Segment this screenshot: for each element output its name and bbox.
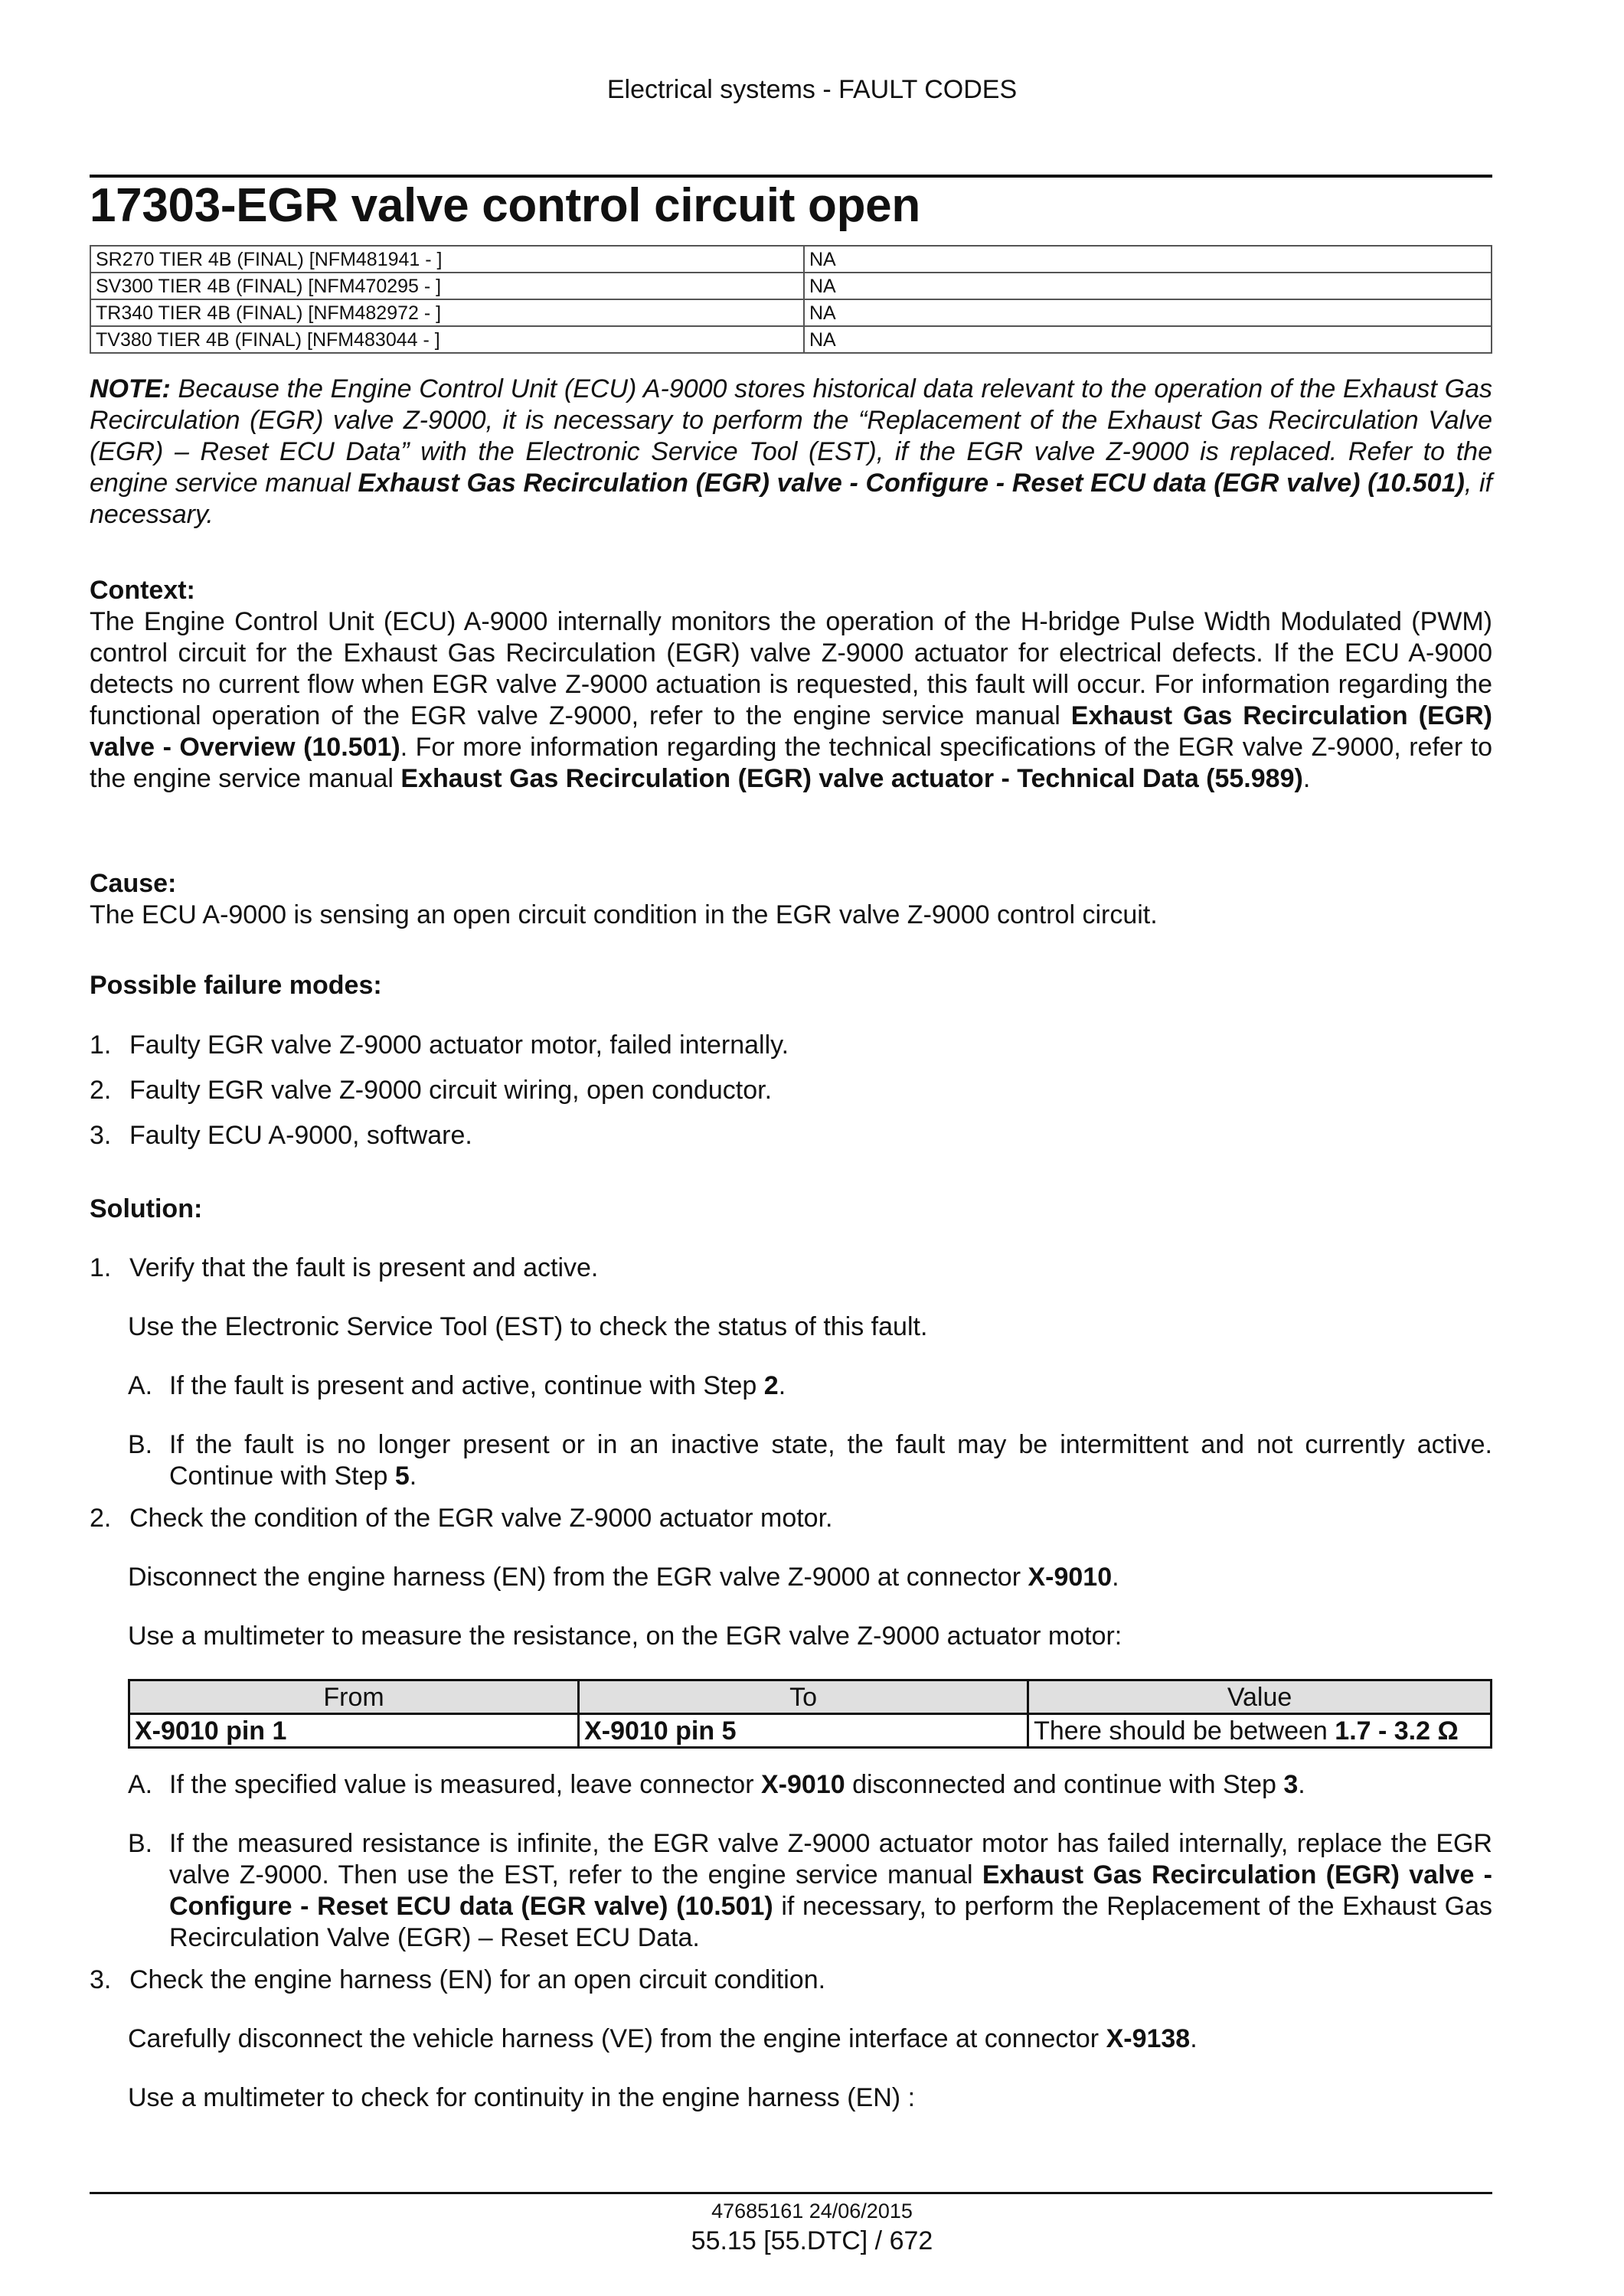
note-tail: , if necessary. xyxy=(90,469,1492,529)
value-cell: NA xyxy=(804,299,1492,326)
column-header: From xyxy=(129,1680,579,1714)
context-ref-link-2[interactable]: Exhaust Gas Recirculation (EGR) valve actuator - Technical Data (55.989) xyxy=(400,764,1303,793)
model-cell: TR340 TIER 4B (FINAL) [NFM482972 - ] xyxy=(90,299,804,326)
connector-label: X-9010 xyxy=(761,1770,845,1799)
table-row xyxy=(90,246,1492,273)
note-paragraph xyxy=(90,374,1492,531)
connector-label: X-9138 xyxy=(1106,2024,1191,2053)
step-link[interactable]: 2 xyxy=(763,1371,779,1400)
cause-paragraph: The ECU A-9000 is sensing an open circuit condition in the EGR valve Z-9000 control circuit. xyxy=(90,900,1158,929)
footer-page-number: 55.15 [55.DTC] / 672 xyxy=(691,2226,933,2255)
note-ref-link[interactable]: Exhaust Gas Recirculation (EGR) valve - Configure - Reset ECU data (EGR valve) (10.501) xyxy=(358,469,1465,498)
column-header: To xyxy=(579,1680,1028,1714)
context-text: . xyxy=(1302,764,1311,793)
note-text: Because the Engine Control Unit (ECU) A-9000 stores historical data relevant to the operation of the Exhaust Gas Recirculation (EGR) valve Z-9000, it is necessary to perform the “Replacement of the Exhaust Gas Recirculation Valve (EGR) – Reset ECU Data” with the Electronic Service Tool (EST), if the EGR valve Z-9000 is replaced. Refer to the engine service manual xyxy=(90,374,1492,498)
model-cell: SV300 TIER 4B (FINAL) [NFM470295 - ] xyxy=(90,273,804,299)
table-row xyxy=(90,326,1492,353)
page-title: 17303-EGR valve control circuit open xyxy=(90,179,920,232)
context-text: The Engine Control Unit (ECU) A-9000 internally monitors the operation of the H-bridge Pulse Width Modulated (PWM) control circuit for the Exhaust Gas Recirculation (EGR) valve Z-9000 actuator for electrical defects. If the ECU A-9000 detects no current flow when EGR valve Z-9000 actuation is requested, this fault will occur. For information regarding the functional operation of the EGR valve Z-9000, refer to the engine service manual xyxy=(90,607,1492,730)
column-header: Value xyxy=(1028,1680,1492,1714)
value-cell: NA xyxy=(804,273,1492,299)
table-row xyxy=(129,1714,1492,1748)
connector-label: X-9010 xyxy=(1028,1563,1113,1592)
step-link[interactable]: 5 xyxy=(394,1462,410,1491)
footer-rule xyxy=(90,2192,1492,2194)
model-cell: TV380 TIER 4B (FINAL) [NFM483044 - ] xyxy=(90,326,804,353)
context-paragraph xyxy=(90,606,1492,795)
value-cell: NA xyxy=(804,246,1492,273)
table-header-row xyxy=(129,1680,1492,1714)
table-row xyxy=(90,299,1492,326)
resistance-measurement-table xyxy=(128,1679,1492,1749)
manual-page: Electrical systems - FAULT CODES 17303-EGR valve control circuit open SR270 TIER 4B (FINAL) [NFM481941 - ] NA SV300 TIER 4B (FINAL) [NFM470295 - ] NA TR340 TIER 4B (FINAL) [NFM482972 - ] NA TV380 TIER 4B (FINAL) [NFM483044 - ] NA NOTE: Because the Engine Control Unit (ECU) A-9000 stores historical data relevant to the operation of the Exhaust Gas Recirculation (EGR) valve Z-9000, it is necessary to perform the “Replacement of the Exhaust Gas Recirculation Valve (EGR) – Reset ECU Data” with the Electronic Service Tool (EST), if the EGR valve Z-9000 is replaced. Refer to the engine service manual Exhaust Gas Recirculation (EGR) valve - Configure - Reset ECU data (EGR valve) (10.501), if necessary. Context: The Engine Control Unit (ECU) A-9000 internally monitors the operation of the H-bridge Pulse Width Modulated (PWM) control circuit for the Exhaust Gas Recirculation (EGR) valve Z-9000 actuator for electrical defects. If the ECU A-9000 detects no current flow when EGR valve Z-9000 actuation is requested, this fault will occur. For information regarding the functional operation of the EGR valve Z-9000, refer to the engine service manual Exhaust Gas Recirculation (EGR) valve - Overview (10.501). For more information regarding the technical specifications of the EGR valve Z-9000, refer to the engine service manual Exhaust Gas Recirculation (EGR) valve actuator - Technical Data (55.989). Cause: The ECU A-9000 is sensing an open circuit condition in the EGR valve Z-9000 control circuit. Possible failure modes: 1. Faulty EGR valve Z-9000 actuator motor, failed internally. 2. Faulty EGR valve Z-9000 circuit wiring, open conductor. 3. Faulty ECU A-9000, software. Solution: 1. Verify that the fault is present and active. Use the Electronic Service Tool (EST) to check the status of this fault. A. If the fault is present and active, continue with Step 2. B. If the fault is no longer present or in an inactive state, the fault may be intermittent and not currently active. Continue with Step 5. 2. Check the condition of the EGR valve Z-9000 actuator motor. Disconnect the engine harness (EN) from the EGR valve Z-9000 at connector X-9010. Use a multimeter to measure the resistance, on the EGR valve Z-9000 actuator motor: From To Value X-9010 pin 1 X-9010 pin 5 There should be between 1.7 - 3.2 Ω A. If the specified value is measured, leave connector X-9010 disconnected and continue with Step 3. B. If the measured resistance is infinite, the EGR valve Z-9000 actuator motor has failed internally, replace the EGR valve Z-9000. Then use the EST, refer to the engine service manual Exhaust Gas Recirculation (EGR) valve - Configure - Reset ECU data (EGR valve) (10.501) if necessary, to perform the Replacement of the Exhaust Gas Recirculation Valve (EGR) – Reset ECU Data. 3. Check the engine harness (EN) for an open circuit condition. Carefully disconnect the vehicle harness (VE) from the engine interface at connector X-9138. Use a multimeter to check for continuity in the engine harness (EN) : 47685161 24/06/2015 55.15 [55.DTC] / 672 xyxy=(0,0,1624,2296)
step-2-paragraph-1: Disconnect the engine harness (EN) from the EGR valve Z-9000 at connector X-9010. xyxy=(128,1563,1119,1592)
running-header: Electrical systems - FAULT CODES xyxy=(606,75,1018,104)
model-cell: SR270 TIER 4B (FINAL) [NFM481941 - ] xyxy=(90,246,804,273)
context-heading: Context: xyxy=(90,576,195,605)
footer-document-id: 47685161 24/06/2015 xyxy=(711,2200,913,2223)
value-cell: NA xyxy=(804,326,1492,353)
model-applicability-table xyxy=(90,245,1492,354)
step-2-ref-link[interactable]: Exhaust Gas Recirculation (EGR) valve - Configure - Reset ECU data (EGR valve) (10.501) xyxy=(169,1860,1492,1921)
step-2-paragraph-2: Use a multimeter to measure the resistance, on the EGR valve Z-9000 actuator motor: xyxy=(128,1622,1122,1651)
from-cell: X-9010 pin 1 xyxy=(129,1714,579,1748)
context-ref-link-1[interactable]: Exhaust Gas Recirculation (EGR) valve - Overview (10.501) xyxy=(90,701,1492,762)
step-link[interactable]: 3 xyxy=(1283,1770,1299,1799)
value-cell: There should be between 1.7 - 3.2 Ω xyxy=(1028,1714,1492,1748)
context-text: . For more information regarding the technical specifications of the EGR valve Z-9000, refer to the engine service manual xyxy=(90,733,1492,793)
solution-heading: Solution: xyxy=(90,1194,203,1223)
step-3-paragraph-2: Use a multimeter to check for continuity in the engine harness (EN) : xyxy=(128,2083,916,2112)
step-1-paragraph: Use the Electronic Service Tool (EST) to check the status of this fault. xyxy=(128,1312,928,1341)
table-row xyxy=(90,273,1492,299)
failure-modes-heading: Possible failure modes: xyxy=(90,971,382,1000)
title-rule xyxy=(90,175,1492,178)
step-3-paragraph-1: Carefully disconnect the vehicle harness (VE) from the engine interface at connector X-9138. xyxy=(128,2024,1198,2053)
note-label: NOTE: xyxy=(90,374,171,403)
to-cell: X-9010 pin 5 xyxy=(579,1714,1028,1748)
cause-heading: Cause: xyxy=(90,869,177,898)
